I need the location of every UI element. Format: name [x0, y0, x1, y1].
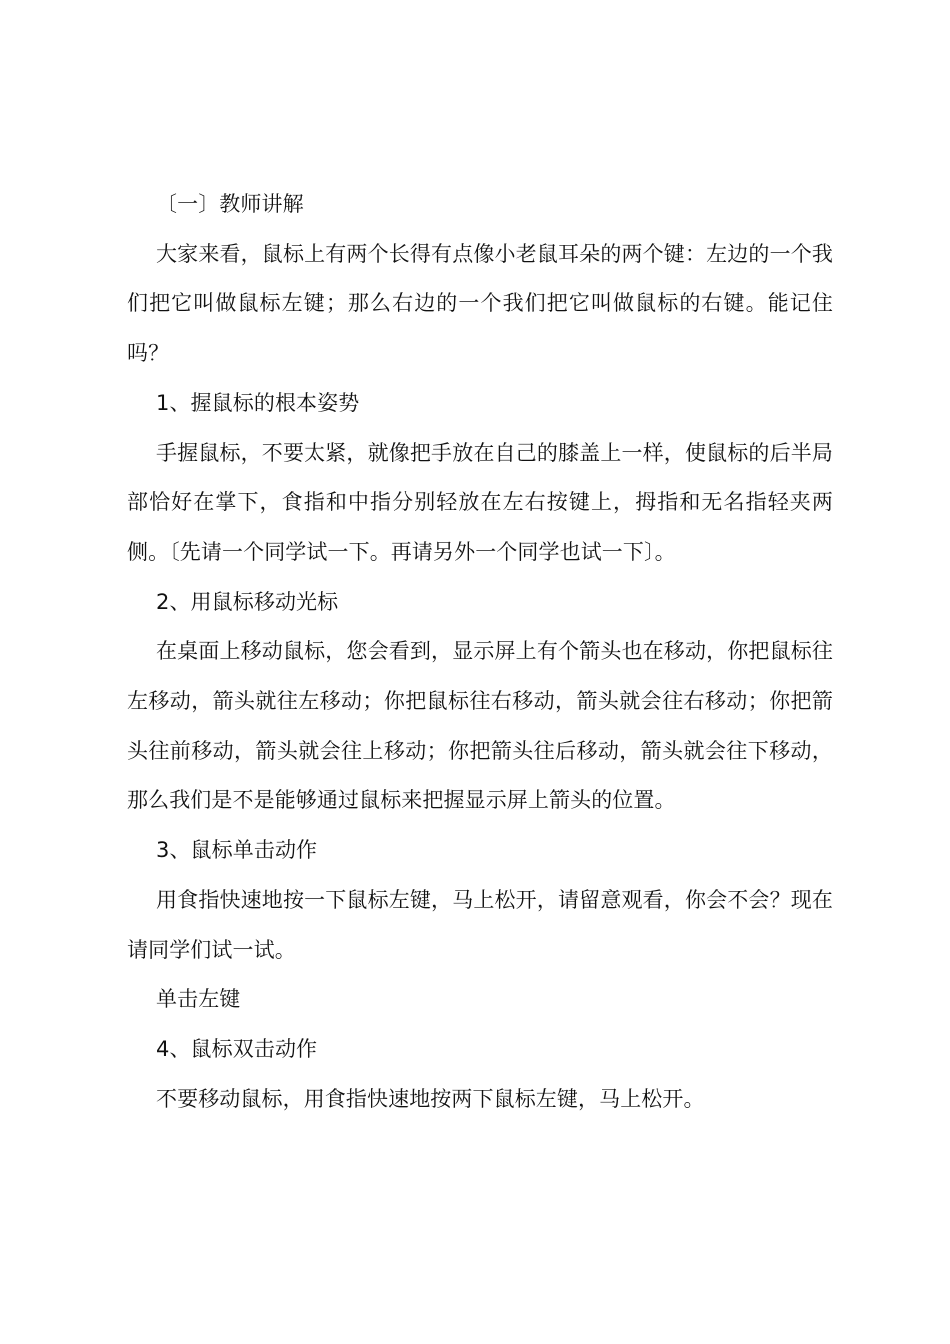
document-body: [127, 180, 833, 1124]
label-single-left-click: 单击左键: [156, 987, 241, 1012]
step-heading-grip-posture: 1、握鼠标的根本姿势: [156, 390, 360, 415]
paragraph-move-cursor: 在桌面上移动鼠标，您会看到，显示屏上有个箭头也在移动，你把鼠标往左移动，箭头就往左移动；你把鼠标往右移动，箭头就会往右移动；你把箭头往前移动，箭头就会往上移动；你把箭头往后移动，箭头就会往下移动，那么我们是不是能够通过鼠标来把握显示屏上箭头的位置。: [127, 639, 833, 813]
section-heading-teacher-explanation: 〔一〕教师讲解: [156, 192, 304, 216]
paragraph-grip-posture: 手握鼠标，不要太紧，就像把手放在自己的膝盖上一样，使鼠标的后半局部恰好在掌下，食指和中指分别轻放在左右按键上，拇指和无名指轻夹两侧。〔先请一个同学试一下。再请另外一个同学也试一下〕。: [127, 440, 833, 564]
step-heading-single-click: 3、鼠标单击动作: [156, 838, 318, 863]
paragraph-single-click: 用食指快速地按一下鼠标左键，马上松开，请留意观看，你会不会？现在请同学们试一试。: [127, 887, 833, 962]
step-heading-double-click: 4、鼠标双击动作: [156, 1036, 318, 1061]
paragraph-mouse-buttons-intro: 大家来看，鼠标上有两个长得有点像小老鼠耳朵的两个键：左边的一个我们把它叫做鼠标左键；那么右边的一个我们把它叫做鼠标的右键。能记住吗？: [127, 241, 833, 366]
paragraph-double-click: 不要移动鼠标，用食指快速地按两下鼠标左键，马上松开。: [156, 1086, 705, 1111]
step-heading-move-cursor: 2、用鼠标移动光标: [156, 589, 339, 614]
